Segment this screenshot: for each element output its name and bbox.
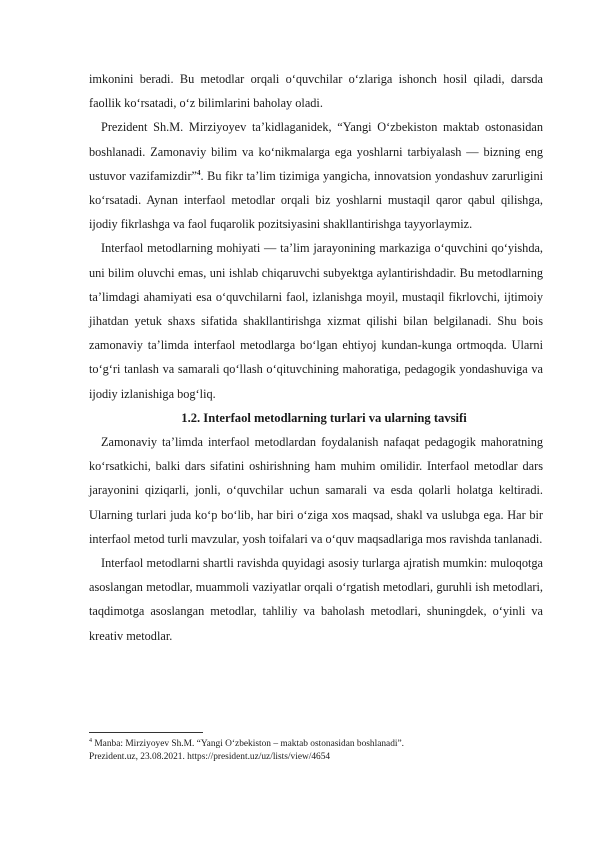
footnote-divider xyxy=(89,732,203,733)
footnote-source: Manba: Mirziyoyev Sh.M. “Yangi O‘zbekiston – maktab ostonasidan boshlanadi”. xyxy=(94,739,405,749)
footnote-line-2[interactable]: Prezident.uz, 23.08.2021. https://president.uz/uz/lists/view/4654 xyxy=(89,751,331,762)
footnote-mark: 4 xyxy=(89,737,92,744)
paragraph-2-text-start: Prezident Sh.M. Mirziyoyev ta’kidlaganidek, “Yangi O‘zbekiston maktab ostonasidan boshlanadi. Zamonaviy bilim va ko‘nikmalarga ega yoshlarni tarbiyalash — bizning eng ustuvor vazifamizdir” xyxy=(89,120,543,183)
footnote-reference[interactable]: 4 xyxy=(197,168,201,177)
paragraph-4: Zamonaviy ta’limda interfaol metodlardan foydalanish nafaqat pedagogik mahoratning ko‘rsatkichi, balki dars sifatini oshirishning ham muhim omilidir. Interfaol metodlar dars jarayonini qiziqarli, jonli, o‘quvchilar uchun samarali va esda qolarli holatga keltiradi. Ularning turlari juda ko‘p bo‘lib, har biri o‘ziga xos maqsad, shakl va uslubga ega. Har bir interfaol metod turli mavzular, yosh toifalari va o‘quv maqsadlariga mos ravishda tanlanadi. xyxy=(89,435,543,546)
paragraph-3: Interfaol metodlarning mohiyati — ta’lim jarayonining markaziga o‘quvchini qo‘yishda, uni bilim oluvchi emas, uni ishlab chiqaruvchi subyektga aylantirishdadir. Bu metodlarning ta’limdagi ahamiyati esa o‘quvchilarni faol, izlanishga moyil, mustaqil fikrlovchi, ijtimoiy jihatdan yetuk shaxs sifatida shakllantirishga xizmat qilishi bilan belgilanadi. Shu bois zamonaviy ta’limda interfaol metodlarga bo‘lgan ehtiyoj kundan-kunga ortmoqda. Ularni to‘g‘ri tanlash va samarali qo‘llash o‘qituvchining mahoratiga, pedagogik yondashuviga va ijodiy izlanishiga bog‘liq. xyxy=(89,241,543,401)
footnote xyxy=(89,738,543,763)
paragraph-2-text-end: . Bu fikr ta’lim tizimiga yangicha, innovatsion yondashuv zarurligini ko‘rsatadi. Aynan interfaol metodlar orqali biz yoshlarni mustaqil qaror qabul qilishga, ijodiy fikrlashga va faol fuqarolik pozitsiyasini shakllantirishga tayyorlaymiz. xyxy=(89,168,544,232)
paragraph-2 xyxy=(89,115,543,236)
paragraph-5: Interfaol metodlarni shartli ravishda quyidagi asosiy turlarga ajratish mumkin: muloqotga asoslangan metodlar, muammoli vaziyatlar orqali o‘rgatish metodlari, guruhli ish metodlari, taqdimotga asoslangan metodlar, tahliliy va baholash metodlari, shuningdek, o‘yinli va kreativ metodlar. xyxy=(89,556,543,643)
document-body xyxy=(89,67,543,648)
footnote-line-1 xyxy=(89,738,543,751)
section-heading: 1.2. Interfaol metodlarning turlari va ularning tavsifi xyxy=(181,410,467,425)
paragraph-1: imkonini beradi. Bu metodlar orqali o‘quvchilar o‘zlariga ishonch hosil qiladi, darsda faollik ko‘rsatadi, o‘z bilimlarini baholay oladi. xyxy=(89,72,543,111)
